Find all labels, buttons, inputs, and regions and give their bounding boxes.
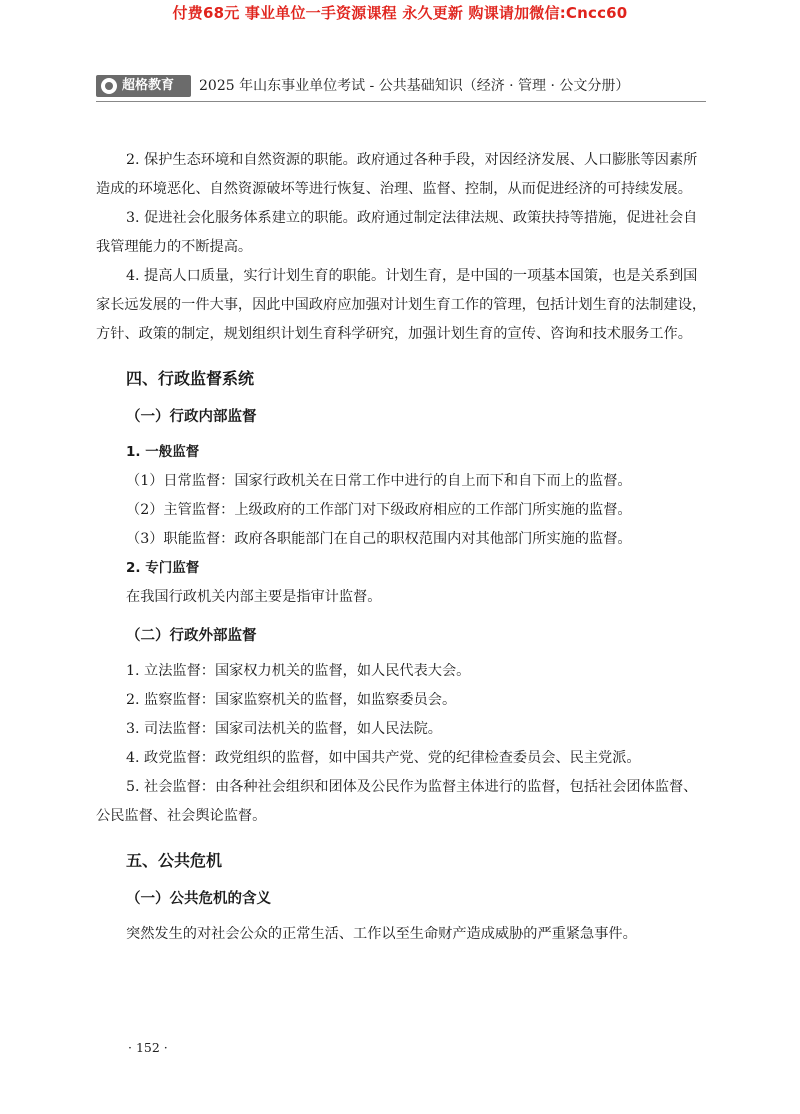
list-item: 1. 立法监督：国家权力机关的监督，如人民代表大会。 — [126, 663, 471, 679]
list-item: 4. 政党监督：政党组织的监督，如中国共产党、党的纪律检查委员会、民主党派。 — [126, 750, 641, 766]
list-item: （3）职能监督：政府各职能部门在自己的职权范围内对其他部门所实施的监督。 — [126, 531, 632, 547]
subsection-heading-internal: （一）行政内部监督 — [126, 409, 257, 425]
list-item: 2. 监察监督：国家监察机关的监督，如监察委员会。 — [126, 692, 457, 708]
logo-icon — [101, 78, 117, 94]
item-heading-general: 1. 一般监督 — [126, 444, 200, 460]
page-header — [96, 75, 706, 102]
section-heading-admin-supervision: 四、行政监督系统 — [126, 369, 255, 388]
paragraph-population: 4. 提高人口质量，实行计划生育的职能。计划生育，是中国的一项基本国策，也是关系到国家长远发展的一件大事，因此中国政府应加强对计划生育工作的管理，包括计划生育的法制建设，方针、政策的制定，规划组织计划生育科学研究，加强计划生育的宣传、咨询和技术服务工作。 — [96, 268, 707, 342]
page-number: · 152 · — [128, 1040, 168, 1055]
list-item: （2）主管监督：上级政府的工作部门对下级政府相应的工作部门所实施的监督。 — [126, 502, 632, 518]
logo-text: 超格教育 — [122, 78, 175, 93]
special-supervision-text: 在我国行政机关内部主要是指审计监督。 — [126, 589, 382, 605]
list-item: 3. 司法监督：国家司法机关的监督，如人民法院。 — [126, 721, 442, 737]
watermark-banner: 付费68元 事业单位一手资源课程 永久更新 购课请加微信:Cncc60 — [172, 4, 628, 22]
paragraph-social-service: 3. 促进社会化服务体系建立的职能。政府通过制定法律法规、政策扶持等措施，促进社会自我管理能力的不断提高。 — [96, 210, 698, 255]
page-body — [96, 146, 710, 949]
paragraph-ecology: 2. 保护生态环境和自然资源的职能。政府通过各种手段，对因经济发展、人口膨胀等因素所造成的环境恶化、自然资源破坏等进行恢复、治理、监督、控制，从而促进经济的可持续发展。 — [96, 152, 698, 197]
item-heading-special: 2. 专门监督 — [126, 560, 200, 576]
section-heading-public-crisis: 五、公共危机 — [126, 851, 223, 870]
subsection-heading-external: （二）行政外部监督 — [126, 628, 257, 644]
crisis-definition-text: 突然发生的对社会公众的正常生活、工作以至生命财产造成威胁的严重紧急事件。 — [126, 926, 637, 942]
list-item: （1）日常监督：国家行政机关在日常工作中进行的自上而下和自下而上的监督。 — [126, 473, 632, 489]
subsection-heading-crisis-meaning: （一）公共危机的含义 — [126, 891, 271, 907]
list-item: 5. 社会监督：由各种社会组织和团体及公民作为监督主体进行的监督，包括社会团体监督、公民监督、社会舆论监督。 — [96, 779, 698, 824]
brand-logo — [96, 75, 191, 97]
header-title: 2025 年山东事业单位考试 - 公共基础知识（经济 · 管理 · 公文分册） — [199, 78, 630, 94]
